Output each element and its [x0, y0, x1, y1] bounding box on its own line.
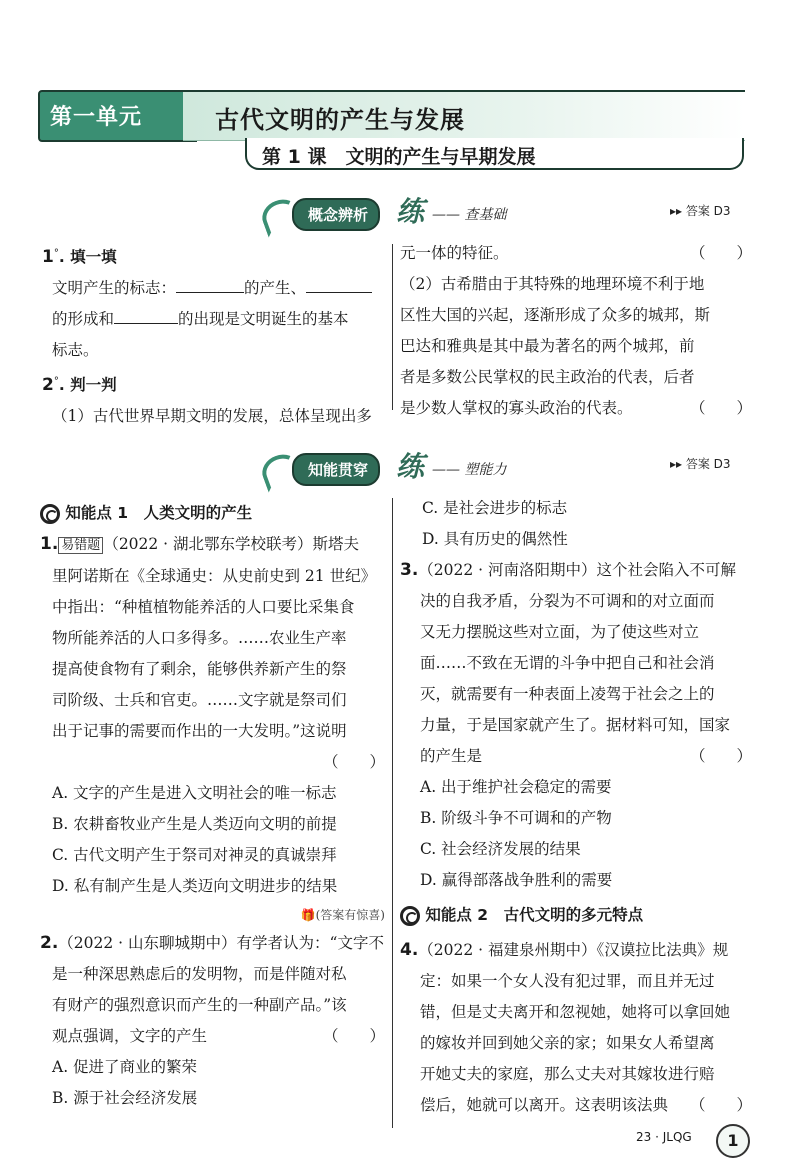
- section2-sub: —— 塑能力: [432, 462, 507, 478]
- answer-paren[interactable]: （ ）: [689, 399, 752, 417]
- section2-answer: ▸▸ 答案 D3: [670, 457, 731, 471]
- q2-number: 2: [42, 375, 54, 396]
- fill-text: 的产生、: [244, 279, 307, 298]
- q1-number: 1: [42, 247, 54, 268]
- answer-paren[interactable]: （ ）: [689, 1096, 752, 1114]
- s2-left-column: [40, 498, 385, 1114]
- judge-text: （1）古代世界早期文明的发展，总体呈现出多: [52, 407, 372, 426]
- option-c[interactable]: C. 是社会进步的标志: [422, 499, 568, 517]
- q4-num: 4.: [400, 940, 419, 960]
- kp1-label: 知能点 1: [65, 504, 129, 522]
- option-b[interactable]: B. 农耕畜牧业产生是人类迈向文明的前提: [52, 815, 337, 833]
- answer-paren[interactable]: （ ）: [689, 244, 752, 262]
- fill-text: 的形成和: [52, 310, 115, 329]
- q2-num: 2.: [40, 933, 59, 953]
- section1-lian: 练: [396, 195, 425, 228]
- column-divider: [392, 244, 393, 410]
- option-b[interactable]: B. 阶级斗争不可调和的产物: [420, 809, 612, 827]
- page-code: 23 · JLQG: [636, 1130, 692, 1144]
- kp1-title: 人类文明的产生: [143, 504, 253, 522]
- section2-pill: 知能贯穿: [292, 453, 380, 486]
- judge-title: . 判一判: [58, 376, 117, 395]
- fill-title: . 填一填: [58, 248, 117, 267]
- question-1: 1. 易错题 （2022 · 湖北鄂东学校联考）斯塔夫 里阿诺斯在《全球通史：从史前史到 21 世纪》 中指出：“种植植物能养活的人口要比采集食 物所能养活的人口多得多。……农业生产率 提高使食物有了剩余，能够供养新产生的祭 司阶级、士兵和官吏。……文字就是祭司们 出于记事的需要而作出的一大发明。”这说明 （ ） A. 文字的产生是进入文明社会的唯一标志 B. 农耕畜牧业产生是人类迈向文明的前提 C. 古代文明产生于祭司对神灵的真诚崇拜 D. 私有制产生是人类迈向文明进步的结果 🎁(答案有惊喜): [40, 534, 385, 922]
- kp2-label: 知能点 2: [425, 906, 489, 924]
- option-d[interactable]: D. 赢得部落战争胜利的需要: [420, 871, 613, 889]
- fill-text: 标志。: [52, 341, 99, 360]
- section1-sub: —— 查基础: [432, 207, 507, 223]
- question-4: 4.（2022 · 福建泉州期中）《汉谟拉比法典》规 定：如果一个女人没有犯过罪，而且并无过 错，但是丈夫离开和忽视她，她将可以拿回她 的嫁妆并回到她父亲的家；如果女人希望离 开她丈夫的家庭，那么丈夫对其嫁妆进行赔 偿后，她就可以离开。这表明该法典 （ ）: [400, 935, 752, 1121]
- blank-field[interactable]: [176, 292, 244, 293]
- option-b[interactable]: B. 源于社会经济发展: [52, 1089, 198, 1107]
- knowledge-point-icon: [40, 504, 60, 524]
- gift-icon: 🎁: [300, 908, 316, 922]
- option-d[interactable]: D. 私有制产生是人类迈向文明进步的结果: [52, 877, 338, 895]
- blank-field[interactable]: [114, 323, 178, 324]
- option-d[interactable]: D. 具有历史的偶然性: [422, 530, 568, 548]
- answer-paren[interactable]: （ ）: [689, 747, 752, 765]
- fill-text: 文明产生的标志：: [52, 279, 177, 298]
- q1-num: 1.: [40, 534, 59, 554]
- answer-paren[interactable]: （ ）: [322, 1027, 385, 1045]
- error-prone-tag: 易错题: [58, 537, 103, 554]
- unit-title: 古代文明的产生与发展: [215, 106, 465, 134]
- section1-pill: 概念辨析: [292, 198, 380, 231]
- s2-right-column: [400, 493, 752, 1121]
- option-a[interactable]: A. 文字的产生是进入文明社会的唯一标志: [52, 784, 337, 802]
- answer-paren[interactable]: （ ）: [322, 753, 385, 771]
- option-c[interactable]: C. 社会经济发展的结果: [420, 840, 581, 858]
- section1-answer: ▸▸ 答案 D3: [670, 204, 731, 218]
- section2-lian: 练: [396, 450, 425, 483]
- fill-text: 的出现是文明诞生的基本: [178, 310, 349, 329]
- surprise-note[interactable]: (答案有惊喜): [315, 908, 385, 922]
- q3-num: 3.: [400, 560, 419, 580]
- unit-label: 第一单元: [50, 105, 143, 130]
- s1-right-column: 元一体的特征。 （ ） （2）古希腊由于其特殊的地理环境不利于地 区性大国的兴起，逐渐形成了众多的城邦，斯 巴达和雅典是其中最为著名的两个城邦，前 者是多数公民掌权的民主政治的代表，后者 是少数人掌权的寡头政治的代表。 （ ）: [400, 238, 752, 424]
- option-a[interactable]: A. 出于维护社会稳定的需要: [420, 778, 612, 796]
- lesson-title: 第 1 课 文明的产生与早期发展: [262, 146, 536, 168]
- blank-field[interactable]: [306, 292, 372, 293]
- option-a[interactable]: A. 促进了商业的繁荣: [52, 1058, 198, 1076]
- column-divider: [392, 498, 393, 1128]
- question-3: 3.（2022 · 河南洛阳期中）这个社会陷入不可解 决的自我矛盾，分裂为不可调和的对立面而 又无力摆脱这些对立面，为了使这些对立 面……不致在无谓的斗争中把自己和社会消 灭，就需要有一种表面上凌驾于社会之上的 力量，于是国家就产生了。据材料可知，国家 的产生是 （ ） A. 出于维护社会稳定的需要 B. 阶级斗争不可调和的产物 C. 社会经济发展的结果 D. 赢得部落战争胜利的需要: [400, 555, 752, 896]
- option-c[interactable]: C. 古代文明产生于祭司对神灵的真诚崇拜: [52, 846, 337, 864]
- kp2-title: 古代文明的多元特点: [503, 906, 644, 924]
- page-number: 1: [716, 1124, 750, 1158]
- question-2: 2.（2022 · 山东聊城期中）有学者认为：“文字不 是一种深思熟虑后的发明物，而是伴随对私 有财产的强烈意识而产生的一种副产品。”该 观点强调，文字的产生 （ ） A. 促进了商业的繁荣 B. 源于社会经济发展: [40, 928, 385, 1114]
- s1-left-column: 1°. 填一填 文明产生的标志： 的产生、 的形成和 的出现是文明诞生的基本 标志。 2°. 判一判 （1）古代世界早期文明的发展，总体呈现出多: [42, 238, 387, 432]
- knowledge-point-icon: [400, 906, 420, 926]
